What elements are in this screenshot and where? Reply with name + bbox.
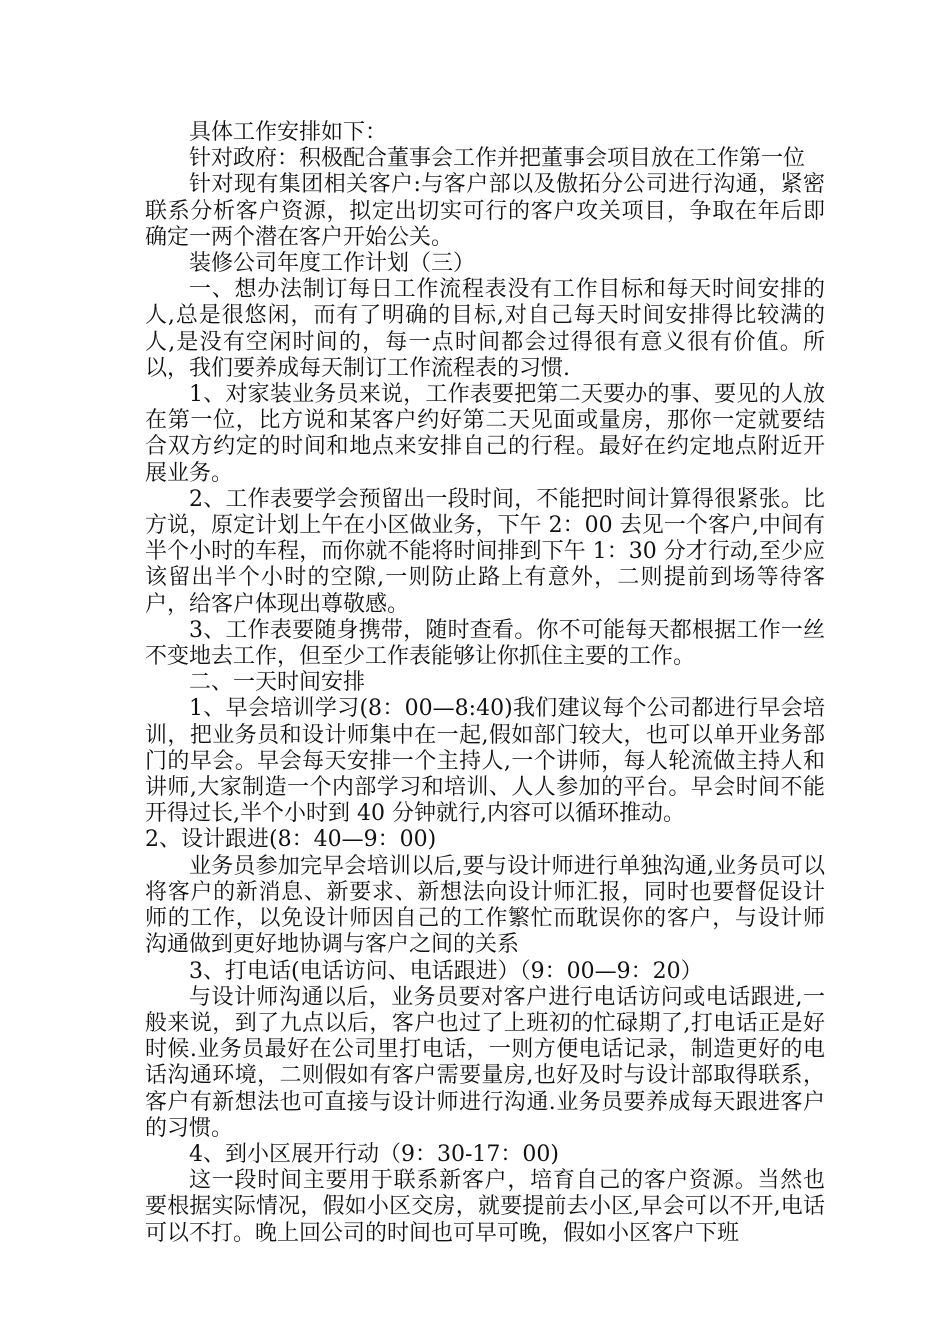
paragraph-community-action: 这一段时间主要用于联系新客户，培育自己的客户资源。当然也要根据实际情况，假如小区交房，就要提前去小区,早会可以不开,电话可以不打。晚上回公司的时间也可早可晚，假如小区客户下班 (145, 1168, 825, 1246)
paragraph-phone-followup: 与设计师沟通以后，业务员要对客户进行电话访问或电话跟进,一般来说，到了九点以后，客户也过了上班初的忙碌期了,打电话正是好时候.业务员最好在公司里打电话，一则方便电话记录，制造更好的电话沟通环境，二则假如有客户需要量房,也好及时与设计部取得联系，客户有新想法也可直接与设计师进行沟通.业务员要养成每天跟进客户的习惯。 (145, 984, 825, 1141)
paragraph-item-2: 2、工作表要学会预留出一段时间，不能把时间计算得很紧张。比方说，原定计划上午在小区做业务，下午 2：00 去见一个客户,中间有半个小时的车程，而你就不能将时间排到下午 1：30 分才行动,至少应该留出半个小时的空隙,一则防止路上有意外，二则提前到场等待客户，给客户体现出尊敬感。 (145, 486, 825, 617)
paragraph-arrangement-intro: 具体工作安排如下： (189, 120, 388, 145)
paragraph-government: 针对政府：积极配合董事会工作并把董事会项目放在工作第一位 (189, 146, 806, 172)
paragraph-design-followup-heading: 2、设计跟进(8：40—9：00) (145, 827, 437, 853)
document-page (145, 120, 825, 1247)
paragraph-group-clients: 针对现有集团相关客户:与客户部以及傲拓分公司进行沟通，紧密联系分析客户资源，拟定出切实可行的客户攻关项目，争取在年后即确定一两个潜在客户开始公关。 (145, 172, 825, 250)
section-heading-plan-three: 装修公司年度工作计划（三） (189, 251, 476, 277)
paragraph-designer-communication: 业务员参加完早会培训以后,要与设计师进行单独沟通,业务员可以将客户的新消息、新要求、新想法向设计师汇报，同时也要督促设计师的工作，以免设计师因自己的工作繁忙而耽误你的客户，与设计师沟通做到更好地协调与客户之间的关系 (145, 853, 825, 958)
paragraph-daily-workflow: 一、想办法制订每日工作流程表没有工作目标和每天时间安排的人,总是很悠闲，而有了明确的目标,对自己每天时间安排得比较满的人,是没有空闲时间的，每一点时间都会过得很有意义很有价值。所以，我们要养成每天制订工作流程表的习惯. (145, 277, 825, 381)
section-heading-daily-schedule: 二、一天时间安排 (189, 670, 366, 696)
paragraph-community-heading: 4、到小区展开行动（9：30-17：00) (189, 1141, 559, 1167)
paragraph-item-3: 3、工作表要随身携带，随时查看。你不可能每天都根据工作一丝不变地去工作，但至少工作表能够让你抓住主要的工作。 (145, 617, 825, 670)
paragraph-item-1: 1、对家装业务员来说，工作表要把第二天要办的事、要见的人放在第一位，比方说和某客户约好第二天见面或量房，那你一定就要结合双方约定的时间和地点来安排自己的行程。最好在约定地点附近开展业务。 (145, 382, 825, 486)
paragraph-phone-heading: 3、打电话(电话访问、电话跟进）（9：00—9：20） (189, 958, 703, 984)
paragraph-morning-training: 1、早会培训学习(8：00—8:40)我们建议每个公司都进行早会培训，把业务员和设计师集中在一起,假如部门较大，也可以单开业务部门的早会。早会每天安排一个主持人,一个讲师，每人轮流做主持人和讲师,大家制造一个内部学习和培训、人人参加的平台。早会时间不能开得过长,半个小时到 40 分钟就行,内容可以循环推动。 (145, 696, 825, 827)
